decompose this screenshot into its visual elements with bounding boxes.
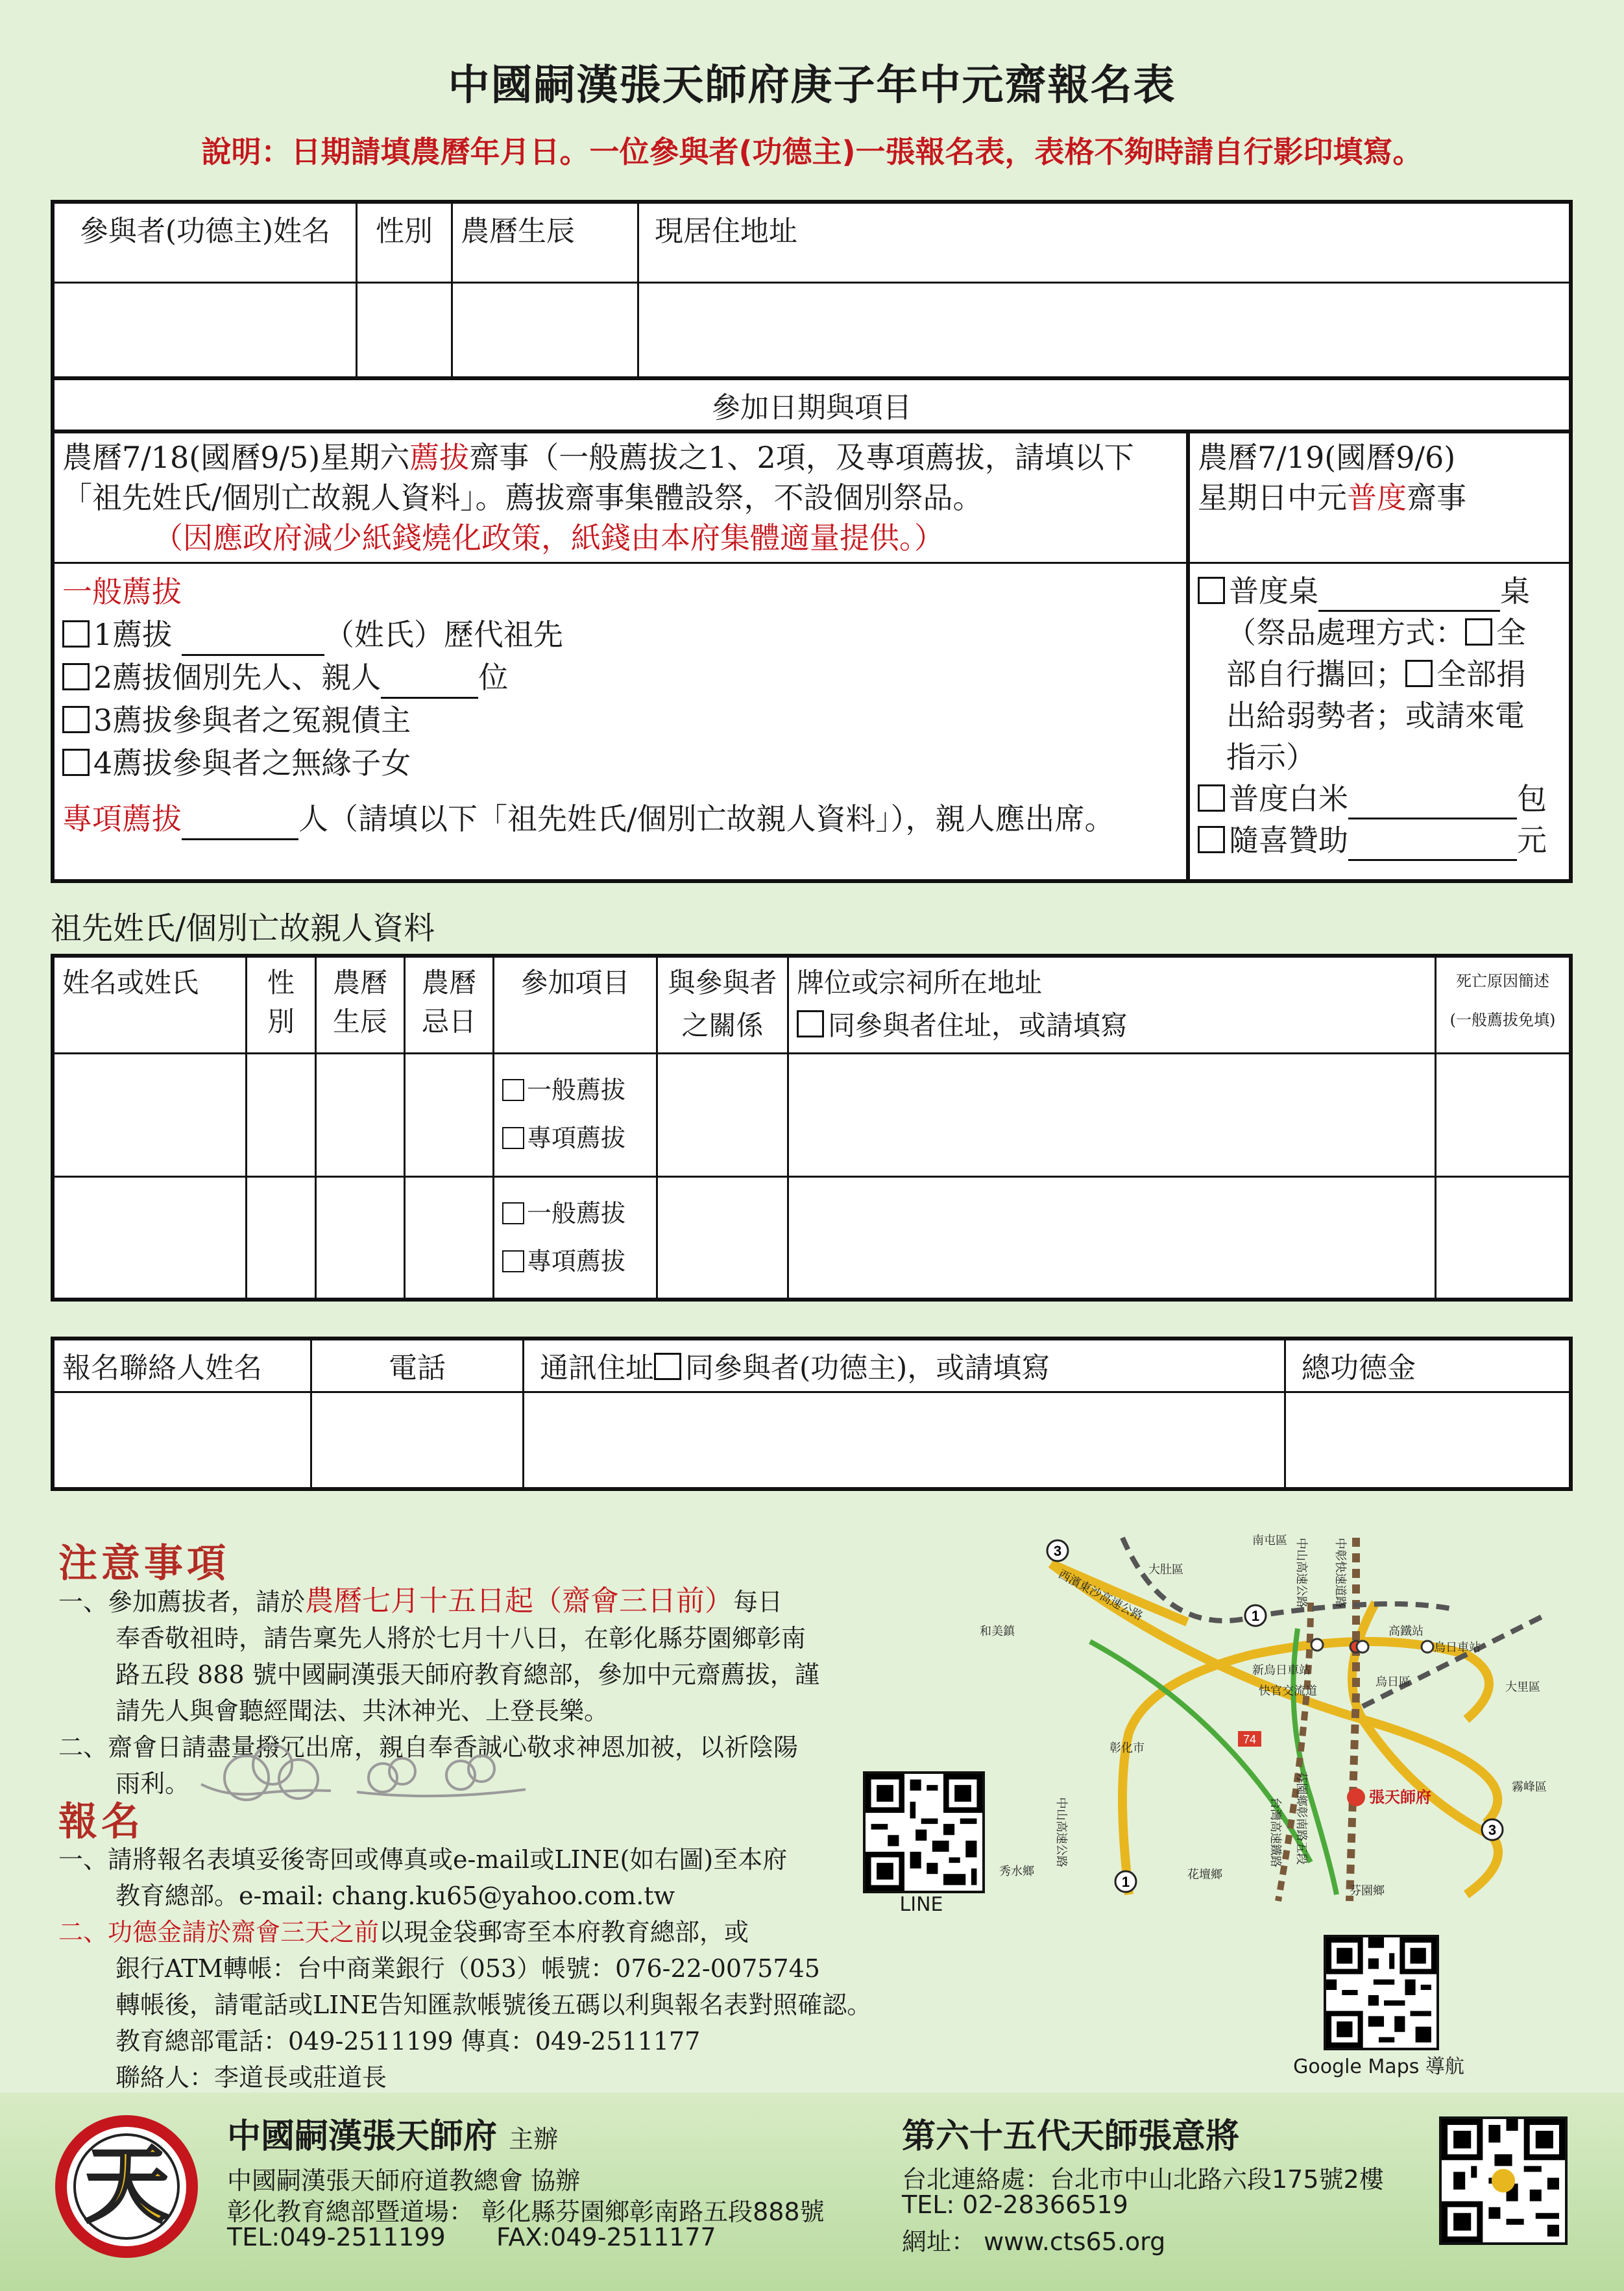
anc-death-field[interactable] (405, 1053, 494, 1176)
google-maps-qr-code[interactable] (1324, 1935, 1439, 2050)
map-label: 和美鎮 (980, 1625, 1015, 1638)
pudu-intro: 農曆7/19(國曆9/6) 星期日中元普度齋事 (1188, 431, 1571, 563)
map-label: 芬園鄉彰南路五段 (1294, 1771, 1308, 1865)
route-74-marker: 74 (1242, 1733, 1257, 1746)
location-map[interactable] (973, 1525, 1583, 1914)
pudu-table-checkbox[interactable] (1198, 577, 1225, 604)
contact-total-field[interactable] (1285, 1392, 1571, 1489)
anc-item-cell: 一般薦拔 專項薦拔 (494, 1176, 657, 1300)
item-general-checkbox[interactable] (502, 1202, 524, 1224)
anc-gender-field[interactable] (247, 1053, 316, 1176)
map-label: 中山高速公路 (1294, 1538, 1308, 1608)
contact-header-name: 報名聯絡人姓名 (53, 1339, 311, 1392)
anc-name-field[interactable] (53, 1176, 247, 1300)
registration-title: 報名 (58, 1799, 144, 1845)
anc-header-relation: 與參與者 之關係 (657, 956, 788, 1053)
route-1-marker: 1 (1121, 1874, 1130, 1890)
anc-header-birth: 農曆生辰 (316, 956, 405, 1053)
opt3-checkbox[interactable] (62, 706, 90, 733)
table-row (53, 1176, 1571, 1300)
map-label: 彰化市 (1109, 1741, 1145, 1755)
pudu-return-checkbox[interactable] (1465, 618, 1492, 646)
participant-table (51, 200, 1573, 883)
notes-body: 一、參加薦拔者，請於農曆七月十五日起（齋會三日前）每日 奉香敬祖時，請告稟先人將於七月十八日，在彰化縣芬園鄉彰南 路五段 888 號中國嗣漢張天師府教育總部，參加中元齋薦拔，謹 請先人與會聽經聞法、共沐神光、上登長樂。 二、齋會日請盡量撥冗出席，親自奉香誠心敬求神恩加被，以祈陰陽 雨利。 (58, 1584, 819, 1798)
footer-co-org: 中國嗣漢張天師府道教總會 協辦 (227, 2166, 581, 2195)
map-label: 大里區 (1505, 1680, 1540, 1694)
map-label: 新烏日車站 (1252, 1664, 1311, 1677)
anc-death-field[interactable] (405, 1176, 494, 1300)
opt1-surname-field[interactable] (182, 654, 324, 656)
map-label: 南屯區 (1252, 1534, 1287, 1547)
pudu-donate-checkbox[interactable] (1405, 660, 1433, 687)
map-label: 大肚區 (1148, 1563, 1183, 1577)
contact-name-field[interactable] (53, 1392, 311, 1489)
contact-address-field[interactable] (524, 1392, 1285, 1489)
donation-field[interactable] (1348, 859, 1517, 861)
participant-gender-field[interactable] (357, 282, 452, 378)
map-label: 烏日區 (1376, 1675, 1411, 1689)
pudu-rice-checkbox[interactable] (1198, 784, 1225, 812)
map-label: 中山高速公路 (1054, 1797, 1068, 1867)
map-label: 霧峰區 (1512, 1780, 1547, 1794)
opt2-count-field[interactable] (381, 697, 478, 699)
contact-same-address-checkbox[interactable] (654, 1353, 681, 1380)
anc-cause-field[interactable] (1436, 1176, 1571, 1300)
route-3-marker: 3 (1488, 1822, 1497, 1838)
item-special-checkbox[interactable] (502, 1127, 524, 1149)
footer-taipei: 台北連絡處：台北市中山北路六段175號2樓 (902, 2165, 1384, 2194)
anc-birth-field[interactable] (316, 1053, 405, 1176)
ancestor-table (51, 954, 1573, 1302)
map-label: 秀水鄉 (999, 1865, 1034, 1878)
contact-header-address: 通訊住址 同參與者(功德主)，或請填寫 (524, 1339, 1285, 1392)
website-qr-code[interactable] (1439, 2116, 1568, 2245)
general-jianba-options: 一般薦拔 1薦拔 （姓氏）歷代祖先 2薦拔個別先人、親人 位 3薦拔參與者之冤親債主 4薦拔參與者之無緣子女 專項薦拔 人（請填以下「祖先姓氏/個別亡故親人資料」），親人應出席。 (53, 563, 1188, 881)
contact-header-total: 總功德金 (1285, 1339, 1571, 1392)
jianba-intro: 農曆7/18(國曆9/5)星期六薦拔齋事（一般薦拔之1、2項，及專項薦拔，請填以下「祖先姓氏/個別亡故親人資料」。薦拔齋事集體設祭，不設個別祭品。 （因應政府減少紙錢燒化政策，紙錢由本府集體適量提供。） (53, 431, 1188, 563)
anc-relation-field[interactable] (657, 1176, 788, 1300)
anc-same-address-checkbox[interactable] (797, 1010, 824, 1037)
anc-gender-field[interactable] (247, 1176, 316, 1300)
map-label: 台灣高速鐵路 (1268, 1797, 1282, 1867)
opt1-checkbox[interactable] (62, 620, 90, 648)
map-label: 高鐵站 (1388, 1625, 1424, 1638)
anc-relation-field[interactable] (657, 1053, 788, 1176)
google-maps-qr-label: Google Maps 導航 (1293, 2055, 1464, 2078)
footer-org: 中國嗣漢張天師府 主辦 (227, 2117, 559, 2156)
opt2-checkbox[interactable] (62, 663, 90, 690)
item-general-checkbox[interactable] (502, 1079, 524, 1101)
route-1-marker: 1 (1251, 1608, 1260, 1624)
anc-item-cell: 一般薦拔 專項薦拔 (494, 1053, 657, 1176)
form-title: 中國嗣漢張天師府庚子年中元齋報名表 (448, 62, 1176, 110)
footer-master: 第六十五代天師張意將 (902, 2117, 1240, 2156)
header-birth: 農曆生辰 (452, 202, 638, 282)
footer-taipei-tel: TEL: 02-28366519 (902, 2190, 1128, 2219)
map-label: 快官交流道 (1259, 1684, 1317, 1698)
participant-name-field[interactable] (53, 282, 357, 378)
cloud-decoration (188, 1739, 551, 1810)
header-participant-name: 參與者(功德主)姓名 (53, 202, 357, 282)
line-qr-code[interactable] (863, 1771, 985, 1893)
instruction-text: 說明：日期請填農曆年月日。一位參與者(功德主)一張報名表，表格不夠時請自行影印填寫。 (201, 134, 1423, 169)
anc-cause-field[interactable] (1436, 1053, 1571, 1176)
anc-place-field[interactable] (788, 1053, 1436, 1176)
item-special-checkbox[interactable] (502, 1250, 524, 1272)
footer-tel: TEL:049-2511199 (227, 2223, 446, 2251)
route-3-marker: 3 (1053, 1543, 1062, 1559)
line-qr-label: LINE (899, 1893, 943, 1916)
anc-birth-field[interactable] (316, 1176, 405, 1300)
contact-phone-field[interactable] (311, 1392, 524, 1489)
contact-table (51, 1337, 1573, 1491)
pudu-options: 普度桌 桌 （祭品處理方式： 全 部自行攜回； 全部捐 出給弱勢者；或請來電 指示） 普度白米 包 隨喜贊助 元 (1188, 563, 1571, 881)
table-row (53, 1053, 1571, 1176)
participant-birth-field[interactable] (452, 282, 638, 378)
header-address: 現居住地址 (638, 202, 1571, 282)
map-label: 花壇鄉 (1187, 1868, 1222, 1882)
temple-map-label: 張天師府 (1369, 1788, 1431, 1806)
pudu-rice-field[interactable] (1348, 818, 1517, 819)
logo-character: 天 (84, 2135, 169, 2235)
contact-header-phone: 電話 (311, 1339, 524, 1392)
anc-header-name: 姓名或姓氏 (53, 956, 247, 1053)
map-label: 西濱東沙高速公路 (1056, 1567, 1145, 1624)
footer-website[interactable]: 網址： www.cts65.org (902, 2227, 1166, 2256)
registration-body: 一、請將報名表填妥後寄回或傳真或e-mail或LINE(如右圖)至本府 教育總部。e-mail: chang.ku65@yahoo.com.tw 二、功德金請於齋會三天之前以現金袋郵寄至本府教育總部，或 銀行ATM轉帳：台中商業銀行（053）帳號：076-22-0075745 轉帳後，請電話或LINE告知匯款帳號後五碼以利與報名表對照確認。 教育總部電話：049-2511199 傳真：049-2511177 聯絡人：李道長或莊道長 (58, 1845, 872, 2092)
notes-title: 注意事項 (58, 1541, 230, 1586)
map-label: 烏日車站 (1434, 1641, 1481, 1655)
pudu-table-count-field[interactable] (1318, 610, 1500, 612)
map-label: 芬園鄉 (1350, 1884, 1385, 1898)
footer-fax: FAX:049-2511177 (496, 2223, 716, 2251)
participant-address-field[interactable] (638, 282, 1571, 378)
anc-header-cause: 死亡原因簡述 (一般薦拔免填) (1436, 956, 1571, 1053)
anc-header-item: 參加項目 (494, 956, 657, 1053)
anc-header-death: 農曆忌日 (405, 956, 494, 1053)
header-gender: 性別 (357, 202, 452, 282)
special-count-field[interactable] (182, 838, 298, 840)
map-label: 中彰快速道路 (1333, 1538, 1347, 1608)
anc-header-gender: 性別 (247, 956, 316, 1053)
ancestor-section-title: 祖先姓氏/個別亡故親人資料 (51, 910, 435, 947)
anc-place-field[interactable] (788, 1176, 1436, 1300)
tianshi-logo (52, 2112, 201, 2261)
footer-hq: 彰化教育總部暨道場： 彰化縣芬園鄉彰南路五段888號 (227, 2198, 825, 2226)
anc-name-field[interactable] (53, 1053, 247, 1176)
opt4-checkbox[interactable] (62, 749, 90, 776)
donation-checkbox[interactable] (1198, 826, 1225, 853)
section-date-items: 參加日期與項目 (53, 378, 1571, 431)
anc-header-place: 牌位或宗祠所在地址 同參與者住址，或請填寫 (788, 956, 1436, 1053)
